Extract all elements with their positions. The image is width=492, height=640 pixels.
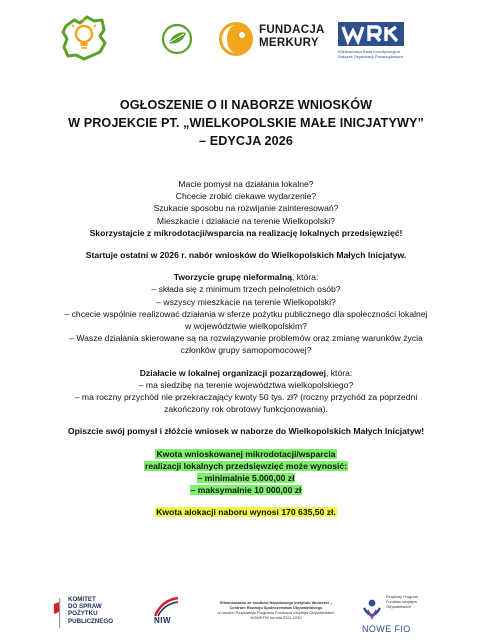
title-line-1: OGŁOSZENIE O II NABORZE WNIOSKÓW [119, 98, 373, 112]
merkury-sun-icon [218, 21, 254, 57]
partner-logos-bottom [0, 586, 492, 640]
niw-logo [150, 596, 184, 632]
intro-section [40, 178, 452, 239]
merkury-name-line1: FUNDACJA [259, 24, 325, 36]
intro-question: Macie pomysł na działania lokalne? [178, 179, 314, 189]
fio-caption-line: Obywatelskich [386, 604, 412, 609]
informal-group-item: – Wasze działania skierowane są na rozwiązywanie problemów oraz zmianę warunków życia [69, 333, 423, 344]
amount-line-1: Kwota wnioskowanej mikrodotacji/wsparcia [156, 448, 336, 459]
funding-line: Sfinansowano ze środków Narodowego Instytutu Wolności – [219, 600, 333, 605]
fundacja-merkury-logo [218, 21, 330, 57]
funding-line: NOWEFIO na lata 2021-2030 [250, 615, 302, 620]
amount-maximum: – maksymalnie 10 000,00 zł [190, 485, 302, 496]
recruitment-start: Startuje ostatni w 2026 r. nabór wniosków do Wielkopolskich Małych Inicjatyw. [85, 250, 407, 261]
amounts-section [40, 448, 452, 497]
funding-line: Centrum Rozwoju Społeczeństwa Obywatelskiego [229, 605, 323, 610]
komitet-line: POŻYTKU [68, 610, 98, 618]
funding-line: w ramach Rządowego Programu Funduszu Inicjatyw Obywatelskich [217, 610, 335, 615]
title-line-3: – EDYCJA 2026 [199, 134, 293, 148]
wielkopolska-map-logo [58, 12, 110, 64]
komitet-line: PUBLICZNEGO [68, 617, 114, 625]
nowe-fio-label: NOWE FIO [362, 624, 411, 634]
intro-question: Szukacie sposobu na rozwijanie zainteresowań? [153, 203, 339, 214]
ngo-lead-bold: Działacie w lokalnej organizacji pozarządowej [139, 367, 326, 378]
komitet-line: KOMITET [68, 596, 96, 603]
informal-group-item: – wszyscy mieszkacie na terenie Wielkopolski? [156, 296, 336, 307]
komitet-line: DO SPRAW [68, 603, 102, 611]
ngo-lead-rest: , która: [325, 367, 353, 378]
komitet-logo [54, 596, 134, 632]
niw-flag-icon [152, 596, 182, 618]
intro-question: Chcecie zrobić ciekawe wydarzenie? [175, 191, 317, 202]
informal-group-lead-bold: Tworzycie grupę nieformalną [173, 272, 292, 283]
ngo-item: zakończony rok obrotowy funkcjonowania). [164, 404, 328, 415]
allocation-amount: Kwota alokacji naboru wynosi 170 635,50 zł. [156, 507, 336, 518]
announcement-body [40, 178, 452, 519]
ngo-section [40, 367, 452, 416]
wrk-caption-line1: Wielkopolska Rada Koordynacyjna [338, 49, 400, 54]
amount-minimum: – minimalnie 5.000,00 zł [197, 473, 295, 484]
komitet-name [68, 596, 113, 625]
ngo-item: – ma roczny przychód nie przekraczający kwoty 50 tys. zł? (roczny przychód za poprzedni [74, 392, 418, 403]
informal-group-item: – składa się z minimum trzech pełnoletnich osób? [151, 284, 341, 295]
informal-group-item: w województwie wielkopolskim? [185, 321, 307, 332]
niw-label: NIW [154, 616, 172, 625]
informal-group-section [40, 271, 452, 356]
informal-group-lead-rest: , która: [292, 272, 319, 283]
title-line-2: W PROJEKCIE PT. „WIELKOPOLSKIE MAŁE INICJATYWY” [68, 116, 424, 130]
ngo-lead [40, 367, 452, 379]
intro-question: Mieszkacie i działacie na terenie Wielkopolski? [156, 215, 336, 226]
merkury-name-line2: MERKURY [259, 37, 319, 49]
informal-group-item: – chcecie wspólnie realizować działania w sferze pożytku publicznego dla społeczności lokalnej [64, 308, 428, 319]
fio-caption-line: Fundusz Inicjatyw [386, 599, 417, 604]
amount-line-2: realizacji lokalnych przedsięwzięć może wynosić: [144, 460, 348, 471]
ngo-item: – ma siedzibę na terenie województwa wielkopolskiego? [138, 379, 354, 390]
merkury-name [259, 24, 325, 50]
partner-logos-top [0, 0, 492, 80]
wrk-caption-line2: Związek Organizacji Pozarządowych [338, 54, 404, 59]
poland-emblem-icon [54, 598, 66, 628]
intro-call-to-action: Skorzystajcie z mikrodotacji/wsparcia na realizację lokalnych przedsięwzięć! [89, 227, 403, 238]
wrk-caption [338, 49, 403, 59]
informal-group-lead [40, 271, 452, 283]
nowe-fio-logo [362, 592, 442, 638]
fio-caption-line: Rządowy Program [386, 594, 419, 599]
announcement-title [0, 96, 492, 150]
wrk-mark-icon [338, 22, 404, 46]
wrk-logo [338, 22, 418, 62]
funding-note [196, 600, 356, 620]
fio-person-icon [362, 598, 382, 622]
informal-group-item: członków grupy samopomocowej? [180, 345, 312, 356]
fio-caption [386, 594, 418, 609]
apply-call: Opiszcie swój pomysł i złóżcie wniosek w naborze do Wielkopolskich Małych Inicjatyw! [67, 426, 425, 437]
green-leaf-logo [160, 22, 194, 56]
